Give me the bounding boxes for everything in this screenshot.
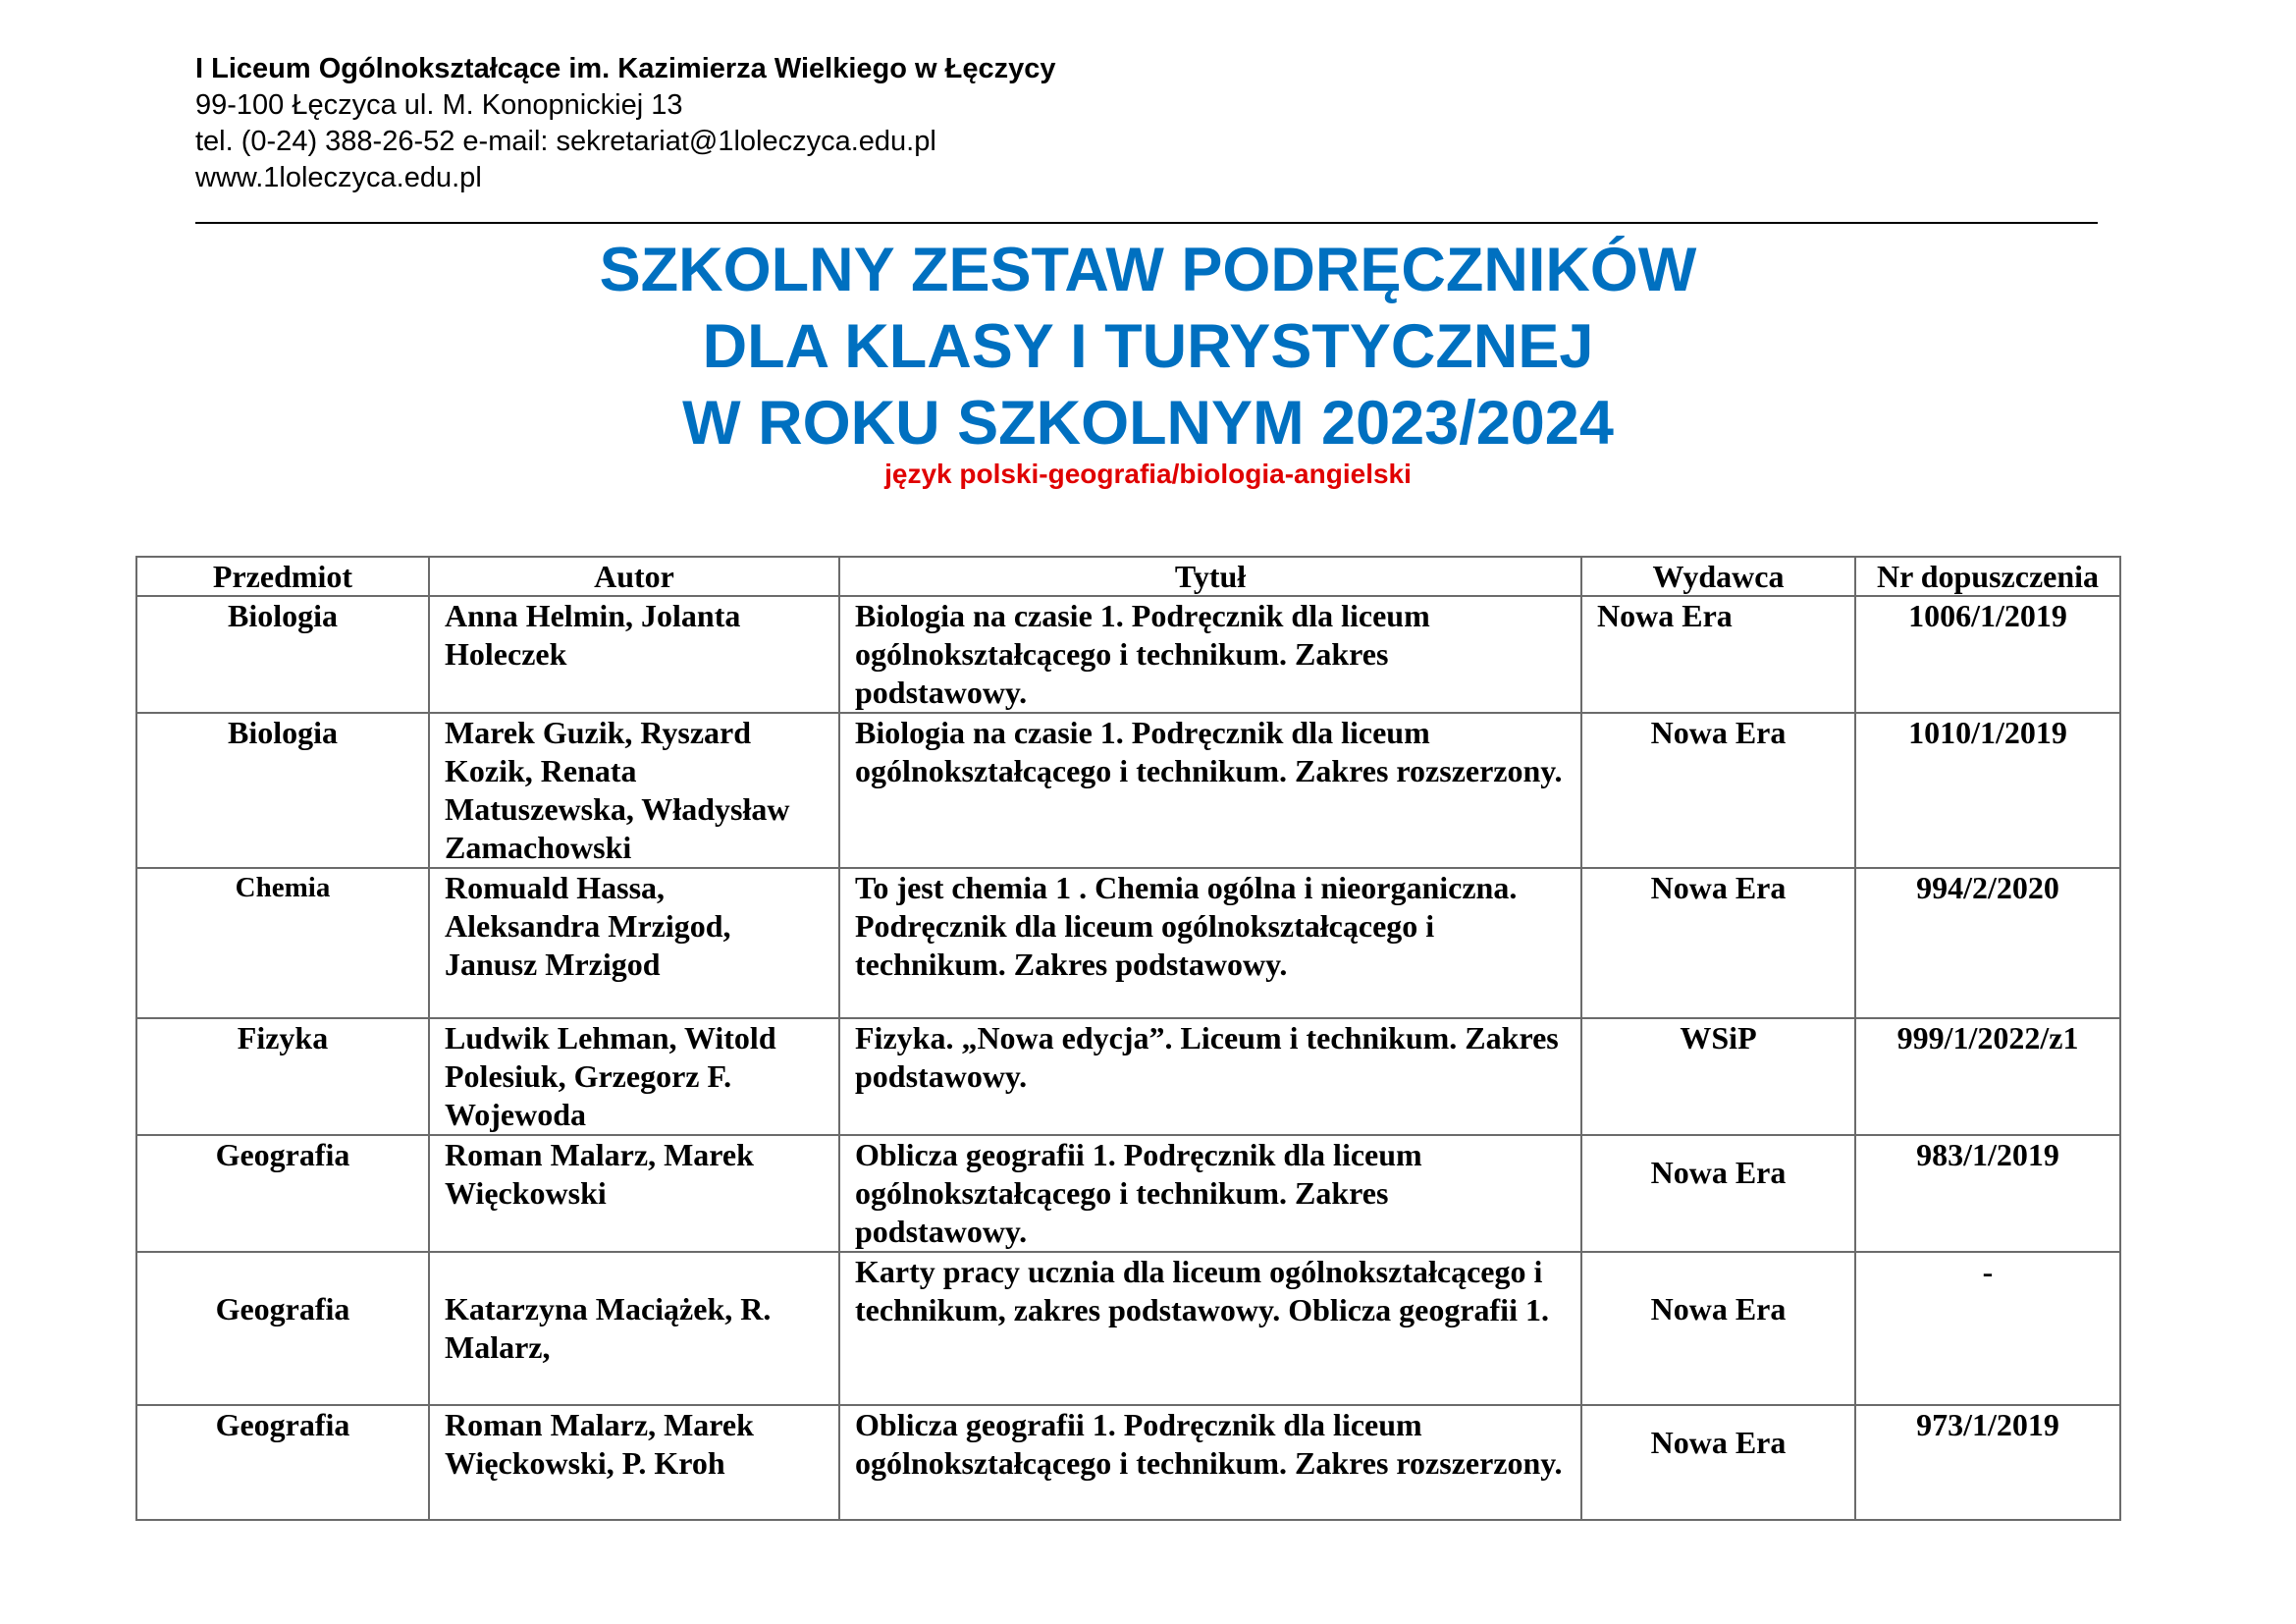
cell-title: Fizyka. „Nowa edycja”. Liceum i technikum. Zakres podstawowy. bbox=[839, 1018, 1581, 1135]
table-row bbox=[136, 868, 2120, 1018]
table-row bbox=[136, 1252, 2120, 1405]
cell-subject: Chemia bbox=[136, 868, 429, 1018]
cell-author: Katarzyna Maciążek, R. Malarz, bbox=[429, 1252, 839, 1405]
header-title: Tytuł bbox=[839, 557, 1581, 596]
cell-publisher: Nowa Era bbox=[1581, 596, 1855, 713]
cell-approval-number: 1010/1/2019 bbox=[1855, 713, 2120, 868]
cell-subject: Biologia bbox=[136, 713, 429, 868]
table-header-row bbox=[136, 557, 2120, 596]
cell-publisher: Nowa Era bbox=[1581, 868, 1855, 1018]
cell-publisher: Nowa Era bbox=[1581, 1252, 1855, 1405]
table-row bbox=[136, 1135, 2120, 1252]
cell-approval-number: 1006/1/2019 bbox=[1855, 596, 2120, 713]
cell-title: Biologia na czasie 1. Podręcznik dla liceum ogólnokształcącego i technikum. Zakres podstawowy. bbox=[839, 596, 1581, 713]
cell-title: Karty pracy ucznia dla liceum ogólnokształcącego i technikum, zakres podstawowy. Oblicza geografii 1. bbox=[839, 1252, 1581, 1405]
cell-author: Ludwik Lehman, Witold Polesiuk, Grzegorz F. Wojewoda bbox=[429, 1018, 839, 1135]
header-author: Autor bbox=[429, 557, 839, 596]
cell-approval-number: 983/1/2019 bbox=[1855, 1135, 2120, 1252]
table-row bbox=[136, 1018, 2120, 1135]
cell-title: Biologia na czasie 1. Podręcznik dla liceum ogólnokształcącego i technikum. Zakres rozszerzony. bbox=[839, 713, 1581, 868]
header-subject: Przedmiot bbox=[136, 557, 429, 596]
cell-title: To jest chemia 1 . Chemia ogólna i nieorganiczna. Podręcznik dla liceum ogólnokształcącego i technikum. Zakres podstawowy. bbox=[839, 868, 1581, 1018]
cell-publisher: WSiP bbox=[1581, 1018, 1855, 1135]
title-line-3: W ROKU SZKOLNYM 2023/2024 bbox=[682, 389, 1614, 458]
school-name: I Liceum Ogólnokształcące im. Kazimierza Wielkiego w Łęczycy bbox=[195, 53, 1056, 84]
school-header bbox=[195, 51, 1056, 196]
document-title bbox=[0, 232, 2296, 461]
cell-publisher: Nowa Era bbox=[1581, 1405, 1855, 1520]
table-row bbox=[136, 1405, 2120, 1520]
cell-author: Roman Malarz, Marek Więckowski bbox=[429, 1135, 839, 1252]
cell-publisher: Nowa Era bbox=[1581, 713, 1855, 868]
cell-approval-number: 994/2/2020 bbox=[1855, 868, 2120, 1018]
cell-title: Oblicza geografii 1. Podręcznik dla liceum ogólnokształcącego i technikum. Zakres podstawowy. bbox=[839, 1135, 1581, 1252]
cell-approval-number: 999/1/2022/z1 bbox=[1855, 1018, 2120, 1135]
cell-subject: Geografia bbox=[136, 1135, 429, 1252]
cell-publisher: Nowa Era bbox=[1581, 1135, 1855, 1252]
table-row bbox=[136, 713, 2120, 868]
cell-subject: Geografia bbox=[136, 1252, 429, 1405]
cell-subject: Fizyka bbox=[136, 1018, 429, 1135]
school-website: www.1loleczyca.edu.pl bbox=[195, 162, 482, 193]
cell-title: Oblicza geografii 1. Podręcznik dla liceum ogólnokształcącego i technikum. Zakres rozszerzony. bbox=[839, 1405, 1581, 1520]
title-line-1: SZKOLNY ZESTAW PODRĘCZNIKÓW bbox=[599, 236, 1697, 304]
header-publisher: Wydawca bbox=[1581, 557, 1855, 596]
textbook-table bbox=[135, 556, 2121, 1521]
header-divider bbox=[195, 222, 2098, 224]
header-approval-number: Nr dopuszczenia bbox=[1855, 557, 2120, 596]
cell-approval-number: 973/1/2019 bbox=[1855, 1405, 2120, 1520]
table-row bbox=[136, 596, 2120, 713]
school-contact: tel. (0-24) 388-26-52 e-mail: sekretariat@1loleczyca.edu.pl bbox=[195, 126, 936, 157]
school-address: 99-100 Łęczyca ul. M. Konopnickiej 13 bbox=[195, 89, 683, 121]
profile-subtitle: język polski-geografia/biologia-angielski bbox=[884, 459, 1412, 489]
cell-subject: Geografia bbox=[136, 1405, 429, 1520]
cell-author: Romuald Hassa, Aleksandra Mrzigod, Janusz Mrzigod bbox=[429, 868, 839, 1018]
cell-author: Roman Malarz, Marek Więckowski, P. Kroh bbox=[429, 1405, 839, 1520]
cell-approval-number: - bbox=[1855, 1252, 2120, 1405]
cell-author: Anna Helmin, Jolanta Holeczek bbox=[429, 596, 839, 713]
cell-subject: Biologia bbox=[136, 596, 429, 713]
title-line-2: DLA KLASY I TURYSTYCZNEJ bbox=[702, 312, 1594, 381]
cell-author: Marek Guzik, Ryszard Kozik, Renata Matuszewska, Władysław Zamachowski bbox=[429, 713, 839, 868]
